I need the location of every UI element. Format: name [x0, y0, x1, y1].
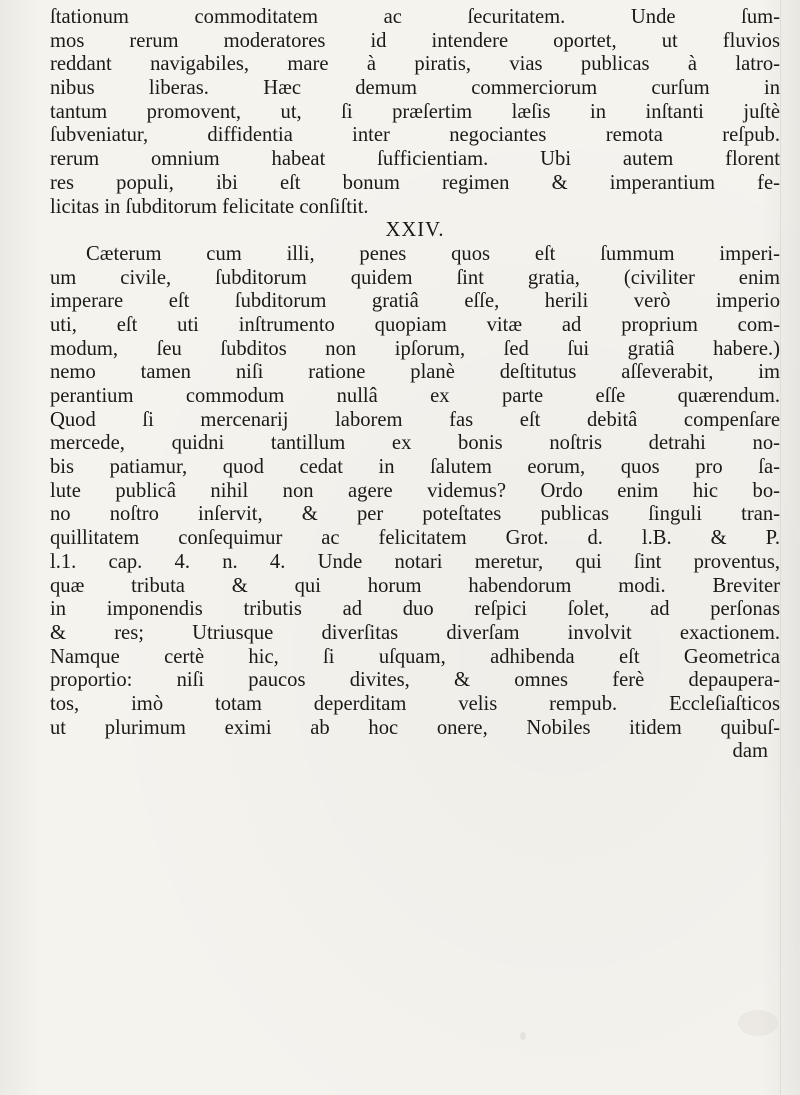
text-line: mercede, quidni tantillum ex bonis noſtris detrahi no- — [50, 432, 780, 455]
text-line: licitas in ſubditorum felicitate conſiſtit. — [50, 195, 369, 218]
text-line: quæ tributa & qui horum habendorum modi. Breviter — [50, 574, 780, 597]
margin-line — [780, 0, 781, 1095]
text-line: quillitatem conſequimur ac felicitatem Grot. d. l.B. & P. — [50, 527, 780, 550]
text-line: Cæterum cum illi, penes quos eſt ſummum imperi- — [86, 242, 780, 265]
text-line: imperare eſt ſubditorum gratiâ eſſe, herili verò imperio — [50, 290, 780, 313]
text-line: ut plurimum eximi ab hoc onere, Nobiles itidem quibuſ- — [50, 716, 780, 739]
text-line: uti, eſt uti inſtrumento quopiam vitæ ad proprium com- — [50, 313, 780, 336]
text-line: nibus liberas. Hæc demum commerciorum curſum in — [50, 77, 780, 100]
text-line: reddant navigabiles, mare à piratis, vias publicas à latro- — [50, 53, 780, 76]
catchword: dam — [732, 740, 768, 763]
text-line: tantum promovent, ut, ſi præſertim læſis in inſtanti juſtè — [50, 100, 780, 123]
section-number: XXIV. — [385, 219, 445, 242]
text-line: proportio: niſi paucos divites, & omnes ferè depaupera- — [50, 669, 780, 692]
text-line: perantium commodum nullâ ex parte eſſe quærendum. — [50, 385, 780, 407]
text-line: Namque certè hic, ſi uſquam, adhibenda eſt Geometrica — [50, 645, 780, 668]
text-line: bis patiamur, quod cedat in ſalutem eorum, quos pro ſa- — [50, 456, 780, 479]
paper-stain — [738, 1010, 778, 1036]
text-line: no noſtro inſervit, & per poteſtates publicas ſinguli tran- — [50, 503, 780, 526]
text-line: rerum omnium habeat ſufficientiam. Ubi autem florent — [50, 148, 780, 171]
text-line: in imponendis tributis ad duo reſpici ſolet, ad perſonas — [50, 598, 780, 621]
page-text — [50, 6, 780, 764]
text-line: l.1. cap. 4. n. 4. Unde notari meretur, qui ſint proventus, — [50, 550, 780, 573]
text-line: nemo tamen niſi ratione planè deſtitutus aſſeverabit, im — [50, 361, 780, 384]
text-line: um civile, ſubditorum quidem ſint gratia, (civiliter enim — [50, 266, 780, 289]
text-line: ſubveniatur, diffidentia inter negociantes remota reſpub. — [50, 124, 780, 147]
ink-spot — [520, 1032, 526, 1040]
text-line: res populi, ibi eſt bonum regimen & imperantium fe- — [50, 171, 780, 194]
text-line: tos, imò totam deperditam velis rempub. Eccleſiaſticos — [50, 692, 780, 715]
text-line: Quod ſi mercenarij laborem fas eſt debitâ compenſare — [50, 408, 780, 431]
text-line: & res; Utriusque diverſitas diverſam involvit exactionem. — [50, 621, 780, 644]
text-line: lute publicâ nihil non agere videmus? Ordo enim hic bo- — [50, 479, 780, 502]
text-line: modum, ſeu ſubditos non ipſorum, ſed ſui gratiâ habere.) — [50, 337, 780, 360]
text-line: ſtationum commoditatem ac ſecuritatem. Unde ſum- — [50, 6, 780, 28]
text-line: mos rerum moderatores id intendere oportet, ut fluvios — [50, 29, 780, 52]
